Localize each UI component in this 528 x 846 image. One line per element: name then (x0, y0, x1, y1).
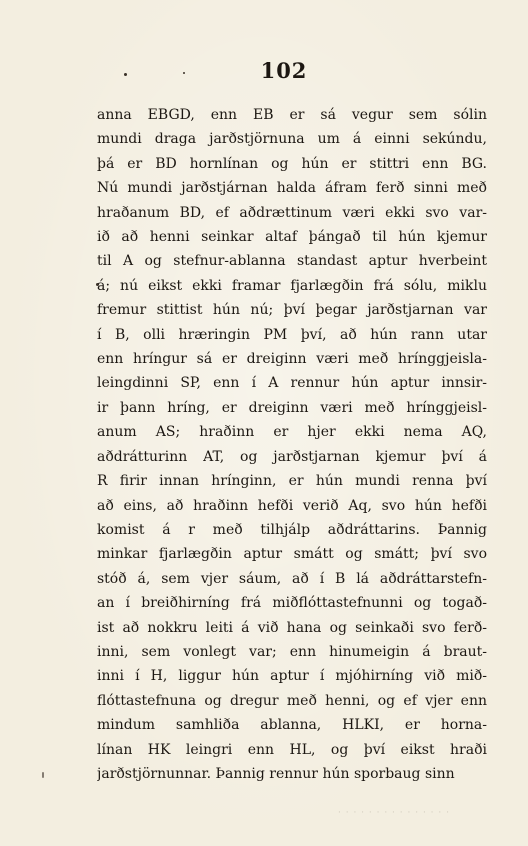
text-line: enn hríngur sá er dreiginn væri með hrínggjeisla- (97, 351, 487, 368)
text-line: anum AS; hraðinn er hjer ekki nema AQ, (97, 424, 487, 441)
text-line: leingdinni SP, enn í A rennur hún aptur innsir- (97, 375, 487, 392)
text-line: að eins, að hraðinn hefði verið Aq, svo hún hefði (97, 497, 487, 514)
text-line: ið að henni seinkar altaf þángað til hún kjemur (97, 229, 487, 246)
text-line: í B, olli hræringin PM því, að hún rann utar (97, 326, 487, 343)
text-line: þá er BD hornlínan og hún er stittri enn BG. (97, 155, 487, 172)
text-line: minkar fjarlægðin aptur smátt og smátt; því svo (97, 546, 487, 563)
text-line: komist á r með tilhjálp aðdráttarins. Þannig (97, 521, 487, 538)
body-text (97, 103, 487, 786)
text-line: fremur stittist hún nú; því þegar jarðstjarnan var (97, 302, 487, 319)
text-line: hraðanum BD, ef aðdrættinum væri ekki svo var- (97, 204, 487, 221)
text-line: mundi draga jarðstjörnuna um á einni sekúndu, (97, 131, 487, 148)
faded-library-stamp: · · · · · · · · · · · · · · · (338, 808, 450, 818)
text-line: jarðstjörnunnar. Þannig rennur hún sporbaug sinn (97, 765, 455, 782)
text-line: stóð á, sem vjer sáum, að í B lá aðdráttarstefn- (97, 570, 487, 587)
page-number: 102 (260, 58, 308, 83)
text-line: flóttastefnuna og dregur með henni, og ef vjer enn (97, 692, 487, 709)
text-line: ir þann hríng, er dreiginn væri með hrínggjeisl- (97, 399, 487, 416)
text-line: R firir innan hrínginn, er hún mundi renna því (97, 473, 487, 490)
text-line: aðdrátturinn AT, og jarðstjarnan kjemur því á (97, 448, 487, 465)
text-line: ist að nokkru leiti á við hana og seinkaði svo ferð- (97, 619, 487, 636)
text-line: til A og stefnur-ablanna standast aptur hverbeint (97, 253, 487, 270)
ink-speck (42, 772, 44, 778)
text-line: línan HK leingri enn HL, og því eikst hraði (97, 741, 487, 758)
text-line: anna EBGD, enn EB er sá vegur sem sólin (97, 107, 487, 123)
text-line: inni, sem vonlegt var; enn hinumeigin á braut- (97, 643, 487, 660)
text-line: á; nú eikst ekki framar fjarlægðin frá sólu, miklu (97, 277, 487, 294)
text-line: Nú mundi jarðstjárnan halda áfram ferð sinni með (97, 180, 487, 197)
text-line: mindum samhliða ablanna, HLKI, er horna- (97, 717, 487, 734)
text-line: inni í H, liggur hún aptur í mjóhirníng við mið- (97, 668, 487, 685)
text-line: an í breiðhirníng frá miðflóttastefnunni og togað- (97, 595, 487, 612)
